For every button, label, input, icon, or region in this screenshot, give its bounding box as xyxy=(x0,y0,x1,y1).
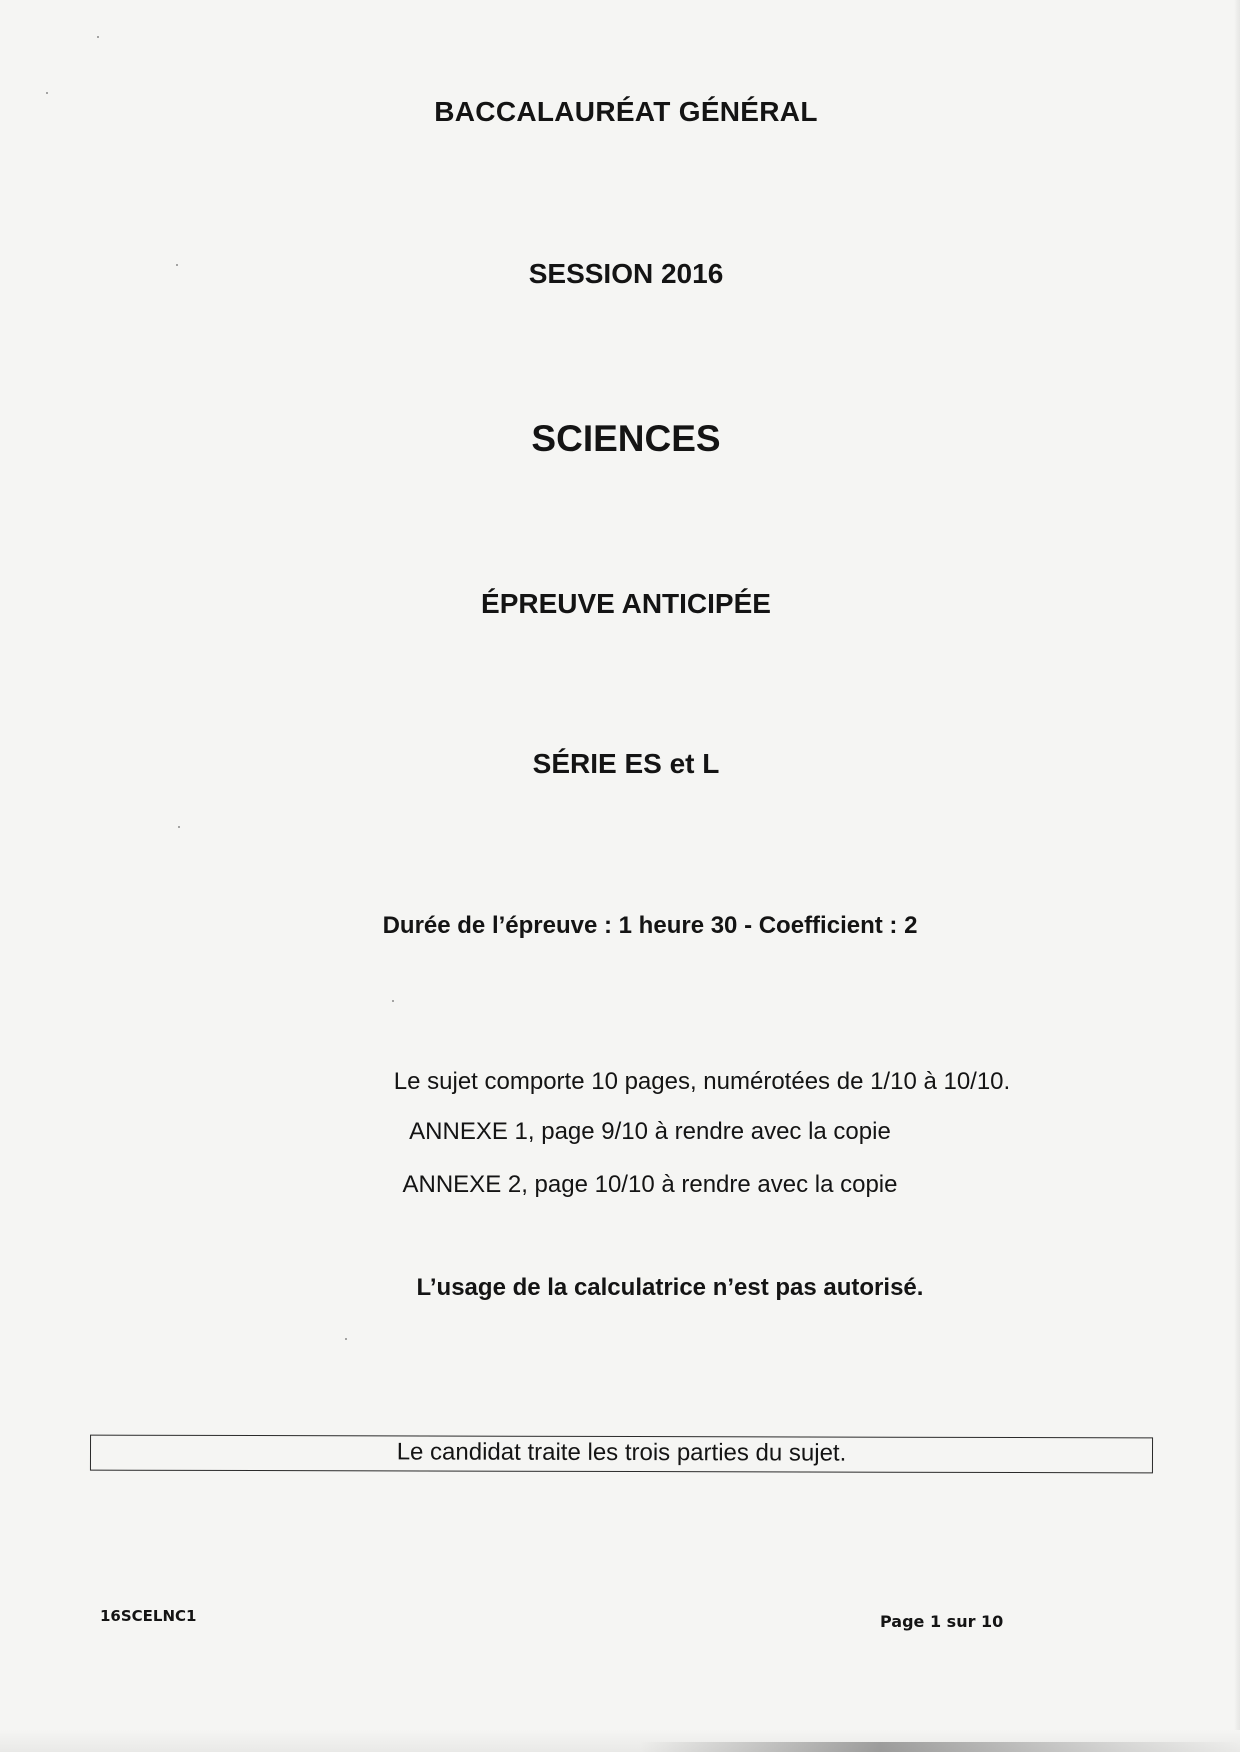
series-label: SÉRIE ES et L xyxy=(532,748,720,779)
scan-speck xyxy=(46,92,48,94)
pages-info: Le sujet comporte 10 pages, numérotées de 1/10 à 10/10. xyxy=(393,1068,1011,1095)
session-year: SESSION 2016 xyxy=(528,258,724,289)
test-type: ÉPREUVE ANTICIPÉE xyxy=(481,588,771,619)
annex-2-info: ANNEXE 2, page 10/10 à rendre avec la copie xyxy=(402,1171,898,1198)
instruction-box xyxy=(90,1435,1153,1474)
exam-title: BACCALAURÉAT GÉNÉRAL xyxy=(434,96,818,127)
annex-1-info: ANNEXE 1, page 9/10 à rendre avec la copie xyxy=(409,1118,891,1145)
subject-title: SCIENCES xyxy=(531,418,721,459)
subject-code: 16SCELNC1 xyxy=(100,1607,197,1625)
scan-speck xyxy=(178,826,180,828)
page-number: Page 1 sur 10 xyxy=(880,1612,1004,1631)
scan-speck xyxy=(97,36,99,38)
duration-coefficient: Durée de l’épreuve : 1 heure 30 - Coefficient : 2 xyxy=(382,912,918,939)
scan-smudge xyxy=(640,1742,1240,1752)
scan-speck xyxy=(392,1000,394,1002)
calculator-notice: L’usage de la calculatrice n’est pas autorisé. xyxy=(416,1274,924,1301)
instruction-text: Le candidat traite les trois parties du sujet. xyxy=(396,1438,847,1467)
scan-speck xyxy=(345,1338,347,1340)
